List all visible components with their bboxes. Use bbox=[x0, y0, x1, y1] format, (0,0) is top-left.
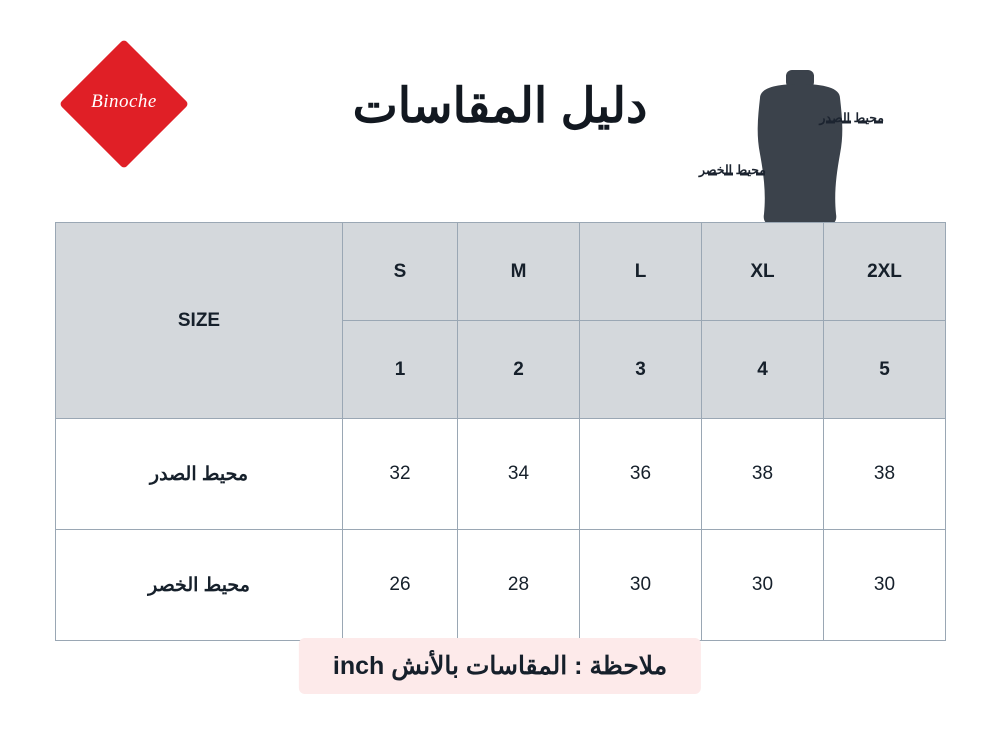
chest-value-2xl: 38 bbox=[824, 419, 946, 530]
letter-size-xl: XL bbox=[702, 223, 824, 321]
table-row bbox=[56, 530, 946, 641]
chest-value-l: 36 bbox=[580, 419, 702, 530]
letter-size-m: M bbox=[458, 223, 580, 321]
table-row-letter-sizes bbox=[56, 223, 946, 321]
letter-size-s: S bbox=[343, 223, 458, 321]
chest-annotation-label: محيط الصدر bbox=[819, 111, 884, 125]
row-label-waist: محيط الخصر bbox=[56, 530, 343, 641]
table-row bbox=[56, 419, 946, 530]
chest-value-xl: 38 bbox=[702, 419, 824, 530]
logo-text: Binoche bbox=[91, 91, 157, 112]
number-size-1: 1 bbox=[343, 321, 458, 419]
waist-annotation-label: محيط الخصر bbox=[699, 163, 766, 177]
row-label-chest: محيط الصدر bbox=[56, 419, 343, 530]
page-title: دليل المقاسات bbox=[352, 80, 648, 133]
number-size-5: 5 bbox=[824, 321, 946, 419]
waist-value-xl: 30 bbox=[702, 530, 824, 641]
size-chart-table bbox=[55, 222, 946, 641]
waist-value-s: 26 bbox=[343, 530, 458, 641]
chest-value-s: 32 bbox=[343, 419, 458, 530]
number-size-2: 2 bbox=[458, 321, 580, 419]
header bbox=[0, 36, 1000, 196]
number-size-4: 4 bbox=[702, 321, 824, 419]
measurement-unit-note: ملاحظة : المقاسات بالأنش inch bbox=[299, 638, 701, 694]
size-header-label: SIZE bbox=[56, 223, 343, 419]
chest-value-m: 34 bbox=[458, 419, 580, 530]
number-size-3: 3 bbox=[580, 321, 702, 419]
waist-value-l: 30 bbox=[580, 530, 702, 641]
waist-value-m: 28 bbox=[458, 530, 580, 641]
waist-value-2xl: 30 bbox=[824, 530, 946, 641]
letter-size-2xl: 2XL bbox=[824, 223, 946, 321]
letter-size-l: L bbox=[580, 223, 702, 321]
